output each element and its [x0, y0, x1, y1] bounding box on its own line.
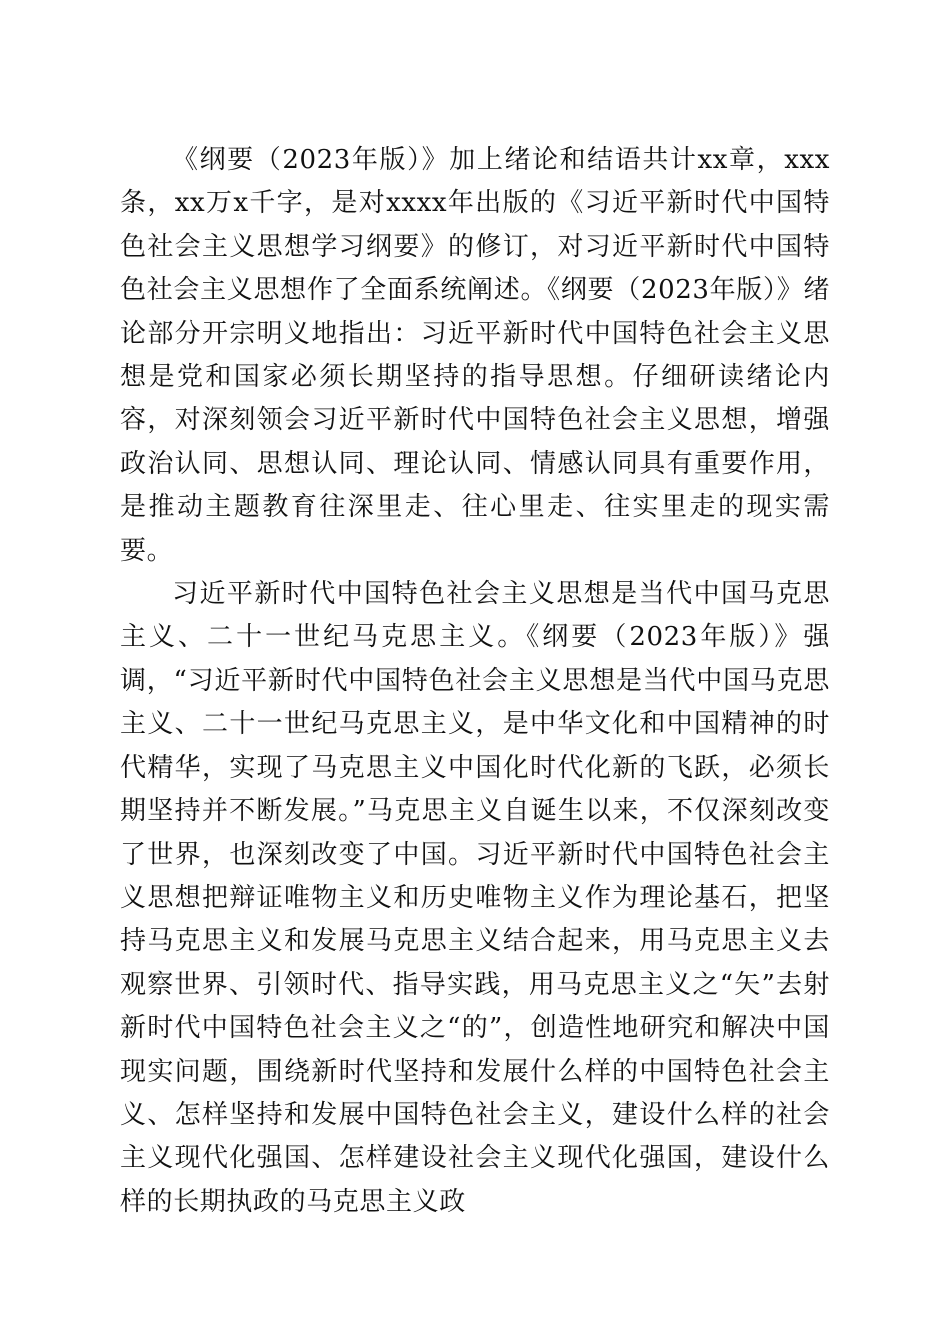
paragraph-2: 习近平新时代中国特色社会主义思想是当代中国马克思主义、二十一世纪马克思主义。《纲要（2023年版）》强调，“习近平新时代中国特色社会主义思想是当代中国马克思主义、二十一世纪马克思主义，是中华文化和中国精神的时代精华，实现了马克思主义中国化时代化新的飞跃，必须长期坚持并不断发展。”马克思主义自诞生以来，不仅深刻改变了世界，也深刻改变了中国。习近平新时代中国特色社会主义思想把辩证唯物主义和历史唯物主义作为理论基石，把坚持马克思主义和发展马克思主义结合起来，用马克思主义去观察世界、引领时代、指导实践，用马克思主义之“矢”去射新时代中国特色社会主义之“的”，创造性地研究和解决中国现实问题，围绕新时代坚持和发展什么样的中国特色社会主义、怎样坚持和发展中国特色社会主义，建设什么样的社会主义现代化强国、怎样建设社会主义现代化强国，建设什么样的长期执政的马克思主义政	[120, 579, 830, 1217]
paragraph-1: 《纲要（2023年版）》加上绪论和结语共计xx章，xxx条，xx万x千字，是对xxxx年出版的《习近平新时代中国特色社会主义思想学习纲要》的修订，对习近平新时代中国特色社会主义思想作了全面系统阐述。《纲要（2023年版）》绪论部分开宗明义地指出：习近平新时代中国特色社会主义思想是党和国家必须长期坚持的指导思想。仔细研读绪论内容，对深刻领会习近平新时代中国特色社会主义思想，增强政治认同、思想认同、理论认同、情感认同具有重要作用，是推动主题教育往深里走、往心里走、往实里走的现实需要。	[120, 145, 830, 566]
document-body	[120, 139, 830, 1224]
